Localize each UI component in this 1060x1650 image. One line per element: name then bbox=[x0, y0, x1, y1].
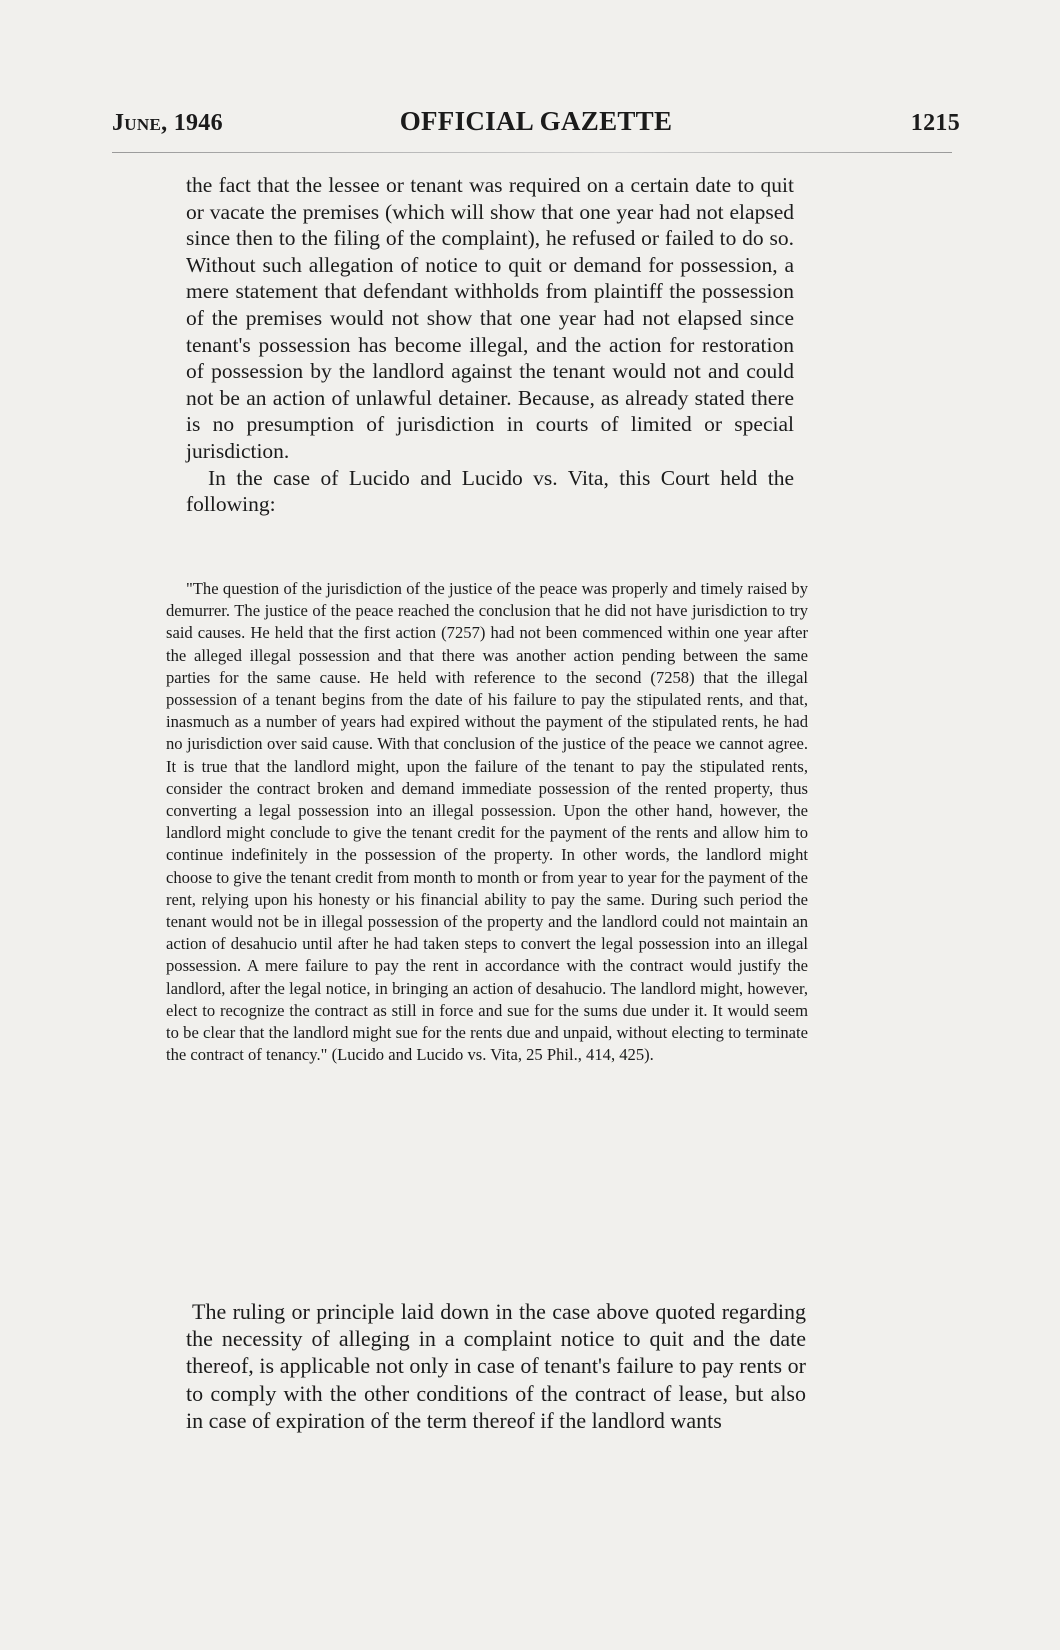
header-page-number: 1215 bbox=[910, 110, 960, 136]
header-date: June, 1946 bbox=[112, 110, 223, 136]
quote-text: "The question of the jurisdiction of the justice of the peace was properly and timely raised by demurrer. The justice of the peace reached the conclusion that he did not have jurisdiction to try said causes. He held that the first action (7257) had not been commenced within one year after the alleged illegal possession and that there was another action pending between the same parties for the same cause. He held with reference to the second (7258) that the illegal possession of a tenant begins from the date of his failure to pay the stipulated rents, and that, inasmuch as a number of years had expired without the payment of the stipulated rents, he had no jurisdiction over said cause. With that conclusion of the justice of the peace we cannot agree. It is true that the landlord might, upon the failure of the tenant to pay the stipulated rents, consider the contract broken and demand immediate possession of the rented property, thus converting a legal possession into an illegal possession. Upon the other hand, however, the landlord might conclude to give the tenant credit for the payment of the rents and allow him to continue indefinitely in the possession of the property. In other words, the landlord might choose to give the tenant credit from month to month or from year to year for the payment of the rent, relying upon his honesty or his financial ability to pay the same. During such period the tenant would not be in illegal possession of the property and the landlord could not maintain an action of desahucio until after he had taken steps to convert the legal possession into an illegal possession. A mere failure to pay the rent in accordance with the contract would justify the landlord, after the legal notice, in bringing an action of desahucio. The landlord might, however, elect to recognize the contract as still in force and sue for the sums due under it. It would seem to be clear that the landlord might sue for the rents due and unpaid, without electing to terminate the contract of tenancy." (Lucido and Lucido vs. Vita, 25 Phil., 414, 425). bbox=[166, 579, 808, 1065]
closing-paragraph: The ruling or principle laid down in the case above quoted regarding the necessity of alleging in a complaint notice to quit and the date thereof, is applicable not only in case of tenant's failure to pay rents or to comply with the other conditions of the contract of lease, but also in case of expiration of the term thereof if the landlord wants bbox=[186, 1299, 806, 1433]
paragraph-2: In the case of Lucido and Lucido vs. Vita, this Court held the following: bbox=[186, 465, 794, 517]
closing-text bbox=[186, 1298, 806, 1434]
header-title: OFFICIAL GAZETTE bbox=[399, 106, 673, 136]
page-header bbox=[112, 106, 960, 146]
main-text bbox=[186, 172, 794, 518]
block-quote bbox=[166, 578, 808, 1066]
paragraph-1: the fact that the lessee or tenant was required on a certain date to quit or vacate the premises (which will show that one year had not elapsed since then to the filing of the complaint), he refused or failed to do so. Without such allegation of notice to quit or demand for possession, a mere statement that defendant withholds from plaintiff the possession of the premises would not show that one year had not elapsed since tenant's possession has become illegal, and the action for restoration of possession by the landlord against the tenant would not and could not be an action of unlawful detainer. Because, as already stated there is no presumption of jurisdiction in courts of limited or special jurisdiction. bbox=[186, 173, 794, 463]
header-rule bbox=[112, 152, 952, 153]
